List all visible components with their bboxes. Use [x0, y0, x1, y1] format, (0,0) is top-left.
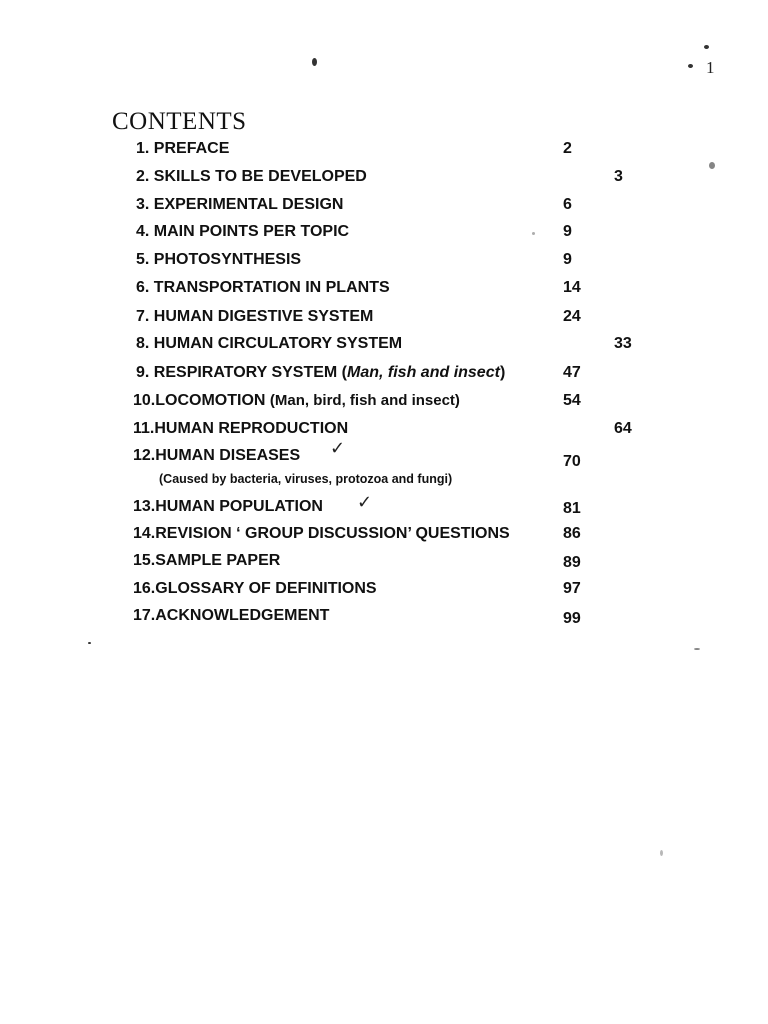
toc-entry-label: 2. SKILLS TO BE DEVELOPED	[136, 168, 367, 185]
toc-entry-page: 2	[563, 140, 572, 157]
toc-entry-note: (Man, bird, fish and insect)	[269, 392, 460, 409]
toc-entry-label: 4. MAIN POINTS PER TOPIC	[136, 223, 350, 240]
toc-entry-page: 3	[614, 168, 623, 185]
toc-entry	[0, 548, 768, 574]
toc-entry-page: 33	[614, 335, 632, 352]
toc-entry-label: 17.ACKNOWLEDGEMENT	[133, 607, 330, 624]
toc-entry-page: 54	[563, 392, 581, 409]
toc-entry	[0, 603, 768, 629]
handwritten-check-mark: ✓	[357, 492, 373, 513]
toc-entry-page: 89	[563, 554, 581, 571]
toc-entry-label-main: 10.LOCOMOTION	[133, 392, 270, 409]
toc-entry-label-tail: )	[499, 364, 506, 381]
toc-entry-label: 15.SAMPLE PAPER	[133, 552, 281, 569]
toc-entry	[0, 219, 768, 245]
toc-entry	[0, 388, 768, 414]
toc-entry-page: 81	[563, 500, 581, 517]
toc-entry	[0, 192, 768, 218]
toc-entry	[0, 494, 768, 520]
toc-entry-page: 9	[563, 251, 572, 268]
toc-entry	[0, 576, 768, 602]
toc-entry-page: 70	[563, 453, 581, 470]
scan-speck	[532, 232, 535, 235]
toc-entry	[0, 136, 768, 162]
toc-entry	[0, 360, 768, 386]
toc-entry-label: 11.HUMAN REPRODUCTION	[133, 420, 349, 437]
page-number: 1	[706, 58, 715, 77]
handwritten-check-mark: ✓	[330, 438, 346, 459]
toc-entry	[0, 416, 768, 442]
toc-entry-page: 47	[563, 364, 581, 381]
toc-entry-page: 99	[563, 610, 581, 627]
toc-entry-page: 97	[563, 580, 581, 597]
scan-speck	[704, 45, 709, 49]
toc-entry-label: 5. PHOTOSYNTHESIS	[136, 251, 302, 268]
scan-speck	[88, 642, 91, 644]
toc-entry-label: 14.REVISION ‘ GROUP DISCUSSION’ QUESTIONS	[133, 525, 510, 542]
scan-speck	[312, 58, 317, 66]
toc-entry	[0, 247, 768, 273]
toc-entry-label: 1. PREFACE	[136, 140, 230, 157]
page-title: CONTENTS	[112, 108, 247, 135]
toc-entry-page: 9	[563, 223, 572, 240]
toc-entry-page: 6	[563, 196, 572, 213]
toc-entry-page: 24	[563, 308, 581, 325]
toc-entry-label-main: 9. RESPIRATORY SYSTEM (	[136, 364, 348, 381]
toc-entry	[0, 443, 768, 469]
toc-entry-label: 6. TRANSPORTATION IN PLANTS	[136, 279, 390, 296]
scan-speck	[694, 648, 700, 650]
toc-entry-label: 7. HUMAN DIGESTIVE SYSTEM	[136, 308, 374, 325]
diseases-note: (Caused by bacteria, viruses, protozoa and fungi)	[159, 472, 453, 486]
toc-entry-label: 8. HUMAN CIRCULATORY SYSTEM	[136, 335, 403, 352]
toc-entry	[0, 164, 768, 190]
scan-speck	[688, 64, 693, 68]
toc-entry-label: 16.GLOSSARY OF DEFINITIONS	[133, 580, 377, 597]
toc-entry	[0, 521, 768, 547]
toc-entry-label: 12.HUMAN DISEASES	[133, 447, 301, 464]
toc-entry	[0, 304, 768, 330]
toc-entry-label: 13.HUMAN POPULATION	[133, 498, 323, 515]
toc-entry	[0, 331, 768, 357]
toc-entry-label	[133, 388, 460, 414]
toc-entry-page: 14	[563, 279, 581, 296]
scan-speck	[660, 850, 663, 856]
scan-speck	[709, 162, 715, 169]
toc-entry-page: 86	[563, 525, 581, 542]
toc-entry-page: 64	[614, 420, 632, 437]
toc-entry	[0, 275, 768, 301]
toc-entry-note: Man, fish and insect	[347, 364, 500, 381]
toc-entry-label: 3. EXPERIMENTAL DESIGN	[136, 196, 344, 213]
toc-entry-label	[136, 360, 505, 386]
